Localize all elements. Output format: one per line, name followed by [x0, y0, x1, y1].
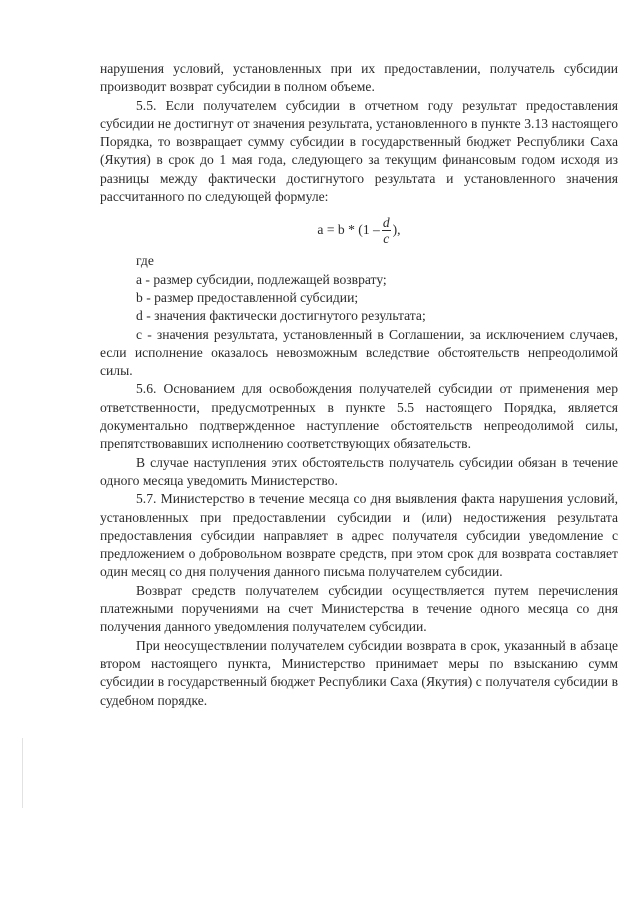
definition-a: a - размер субсидии, подлежащей возврату; [136, 271, 387, 287]
formula [100, 210, 618, 250]
paragraph-5-5: 5.5. Если получателем субсидии в отчетном году результат предоставления субсидии не достигнут от значения результата, установленного в пункте 3.13 настоящего Порядка, то возвращает сумму субсидии в государственный бюджет Республики Саха (Якутия) в срок до 1 мая года, следующего за текущим финансовым годом исходя из разницы между фактически достигнутого результата и установленного значения рассчитанного по следующей формуле: [100, 97, 618, 205]
scan-artifact-line [22, 738, 23, 808]
formula-fraction [382, 215, 391, 246]
definition-d: d - значения фактически достигнутого результата; [136, 308, 426, 324]
formula-right: ), [392, 222, 401, 238]
formula-numerator: d [382, 214, 390, 230]
paragraph-5-7-return: Возврат средств получателем субсидии осуществляется путем перечисления платежными поручениями на счет Министерства в течение одного месяца со дня получения данного уведомления получателем субсидии. [100, 582, 618, 635]
formula-left: a = b * (1 – [317, 222, 380, 238]
paragraph-5-6-notice: В случае наступления этих обстоятельств получатель субсидии обязан в течение одного месяца уведомить Министерство. [100, 454, 618, 488]
paragraph-5-7: 5.7. Министерство в течение месяца со дня выявления факта нарушения условий, установленных при предоставлении субсидии и (или) недостижения результата предоставления субсидии направляет в адрес получателя субсидии уведомление с предложением о добровольном возврате средств, при этом срок для возврата составляет один месяц со дня получения данного письма получателем субсидии. [100, 491, 618, 580]
definition-c: c - значения результата, установленный в Соглашении, за исключением случаев, если исполнение оказалось невозможным вследствие обстоятельств непреодолимой силы. [100, 326, 618, 379]
document-page [100, 60, 618, 710]
definition-b: b - размер предоставленной субсидии; [136, 289, 359, 305]
paragraph-5-6: 5.6. Основанием для освобождения получателей субсидии от применения мер ответственности, предусмотренных в пункте 5.5 настоящего Порядка, является документально подтвержденное наступление обстоятельств непреодолимой силы, препятствовавших исполнению соответствующих обязательств. [100, 381, 618, 452]
paragraph-5-7-court: При неосуществлении получателем субсидии возврата в срок, указанный в абзаце втором настоящего пункта, Министерство принимает меры по взысканию сумм субсидии в государственный бюджет Республики Саха (Якутия) с получателя субсидии в судебном порядке. [100, 637, 618, 708]
formula-where-label: где [136, 253, 154, 269]
paragraph-continuation: нарушения условий, установленных при их предоставлении, получатель субсидии производит возврат субсидии в полном объеме. [100, 61, 618, 95]
formula-denominator: c [383, 230, 390, 246]
